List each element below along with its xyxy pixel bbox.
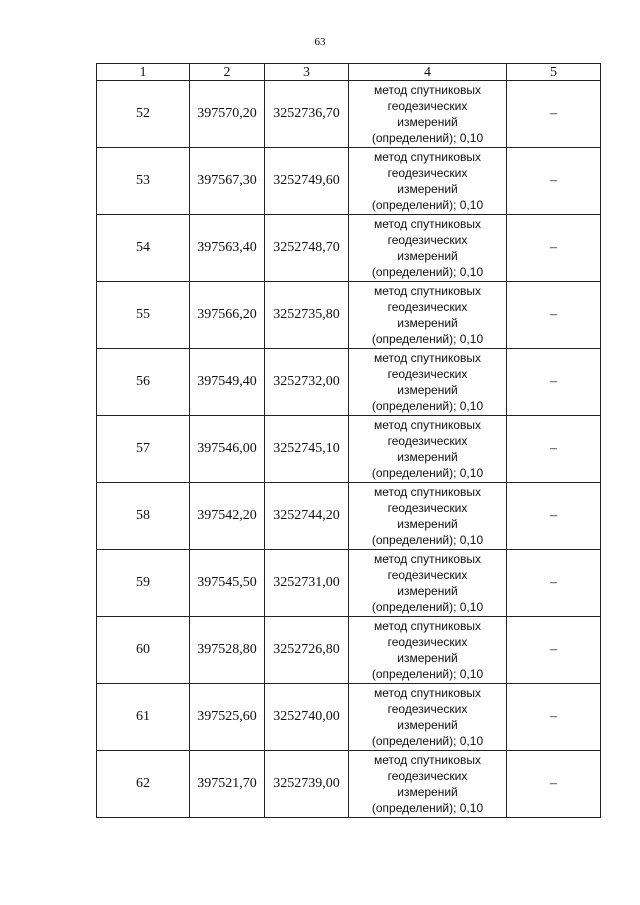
method-description [349, 282, 507, 349]
table-row [97, 282, 601, 349]
table-row [97, 751, 601, 818]
method-line: измерений [397, 249, 458, 263]
coordinate-y: 3252745,10 [265, 416, 349, 483]
page-number: 63 [314, 36, 326, 48]
coordinate-x: 397549,40 [190, 349, 265, 416]
note-dash: – [507, 148, 601, 215]
table-row [97, 81, 601, 148]
coordinate-x: 397542,20 [190, 483, 265, 550]
table-row [97, 148, 601, 215]
note-dash: – [507, 282, 601, 349]
coordinate-y: 3252740,00 [265, 684, 349, 751]
method-line: метод спутниковых [373, 351, 481, 365]
note-dash: – [507, 416, 601, 483]
coordinate-y: 3252739,00 [265, 751, 349, 818]
method-line: (определений); 0,10 [371, 533, 484, 547]
note-dash: – [507, 617, 601, 684]
header-col-5: 5 [507, 64, 601, 81]
coordinate-y: 3252732,00 [265, 349, 349, 416]
coordinate-y: 3252749,60 [265, 148, 349, 215]
point-number: 52 [97, 81, 190, 148]
table-row [97, 550, 601, 617]
method-line: измерений [397, 115, 458, 129]
method-line: метод спутниковых [373, 418, 481, 432]
method-line: метод спутниковых [373, 753, 481, 767]
method-line: геодезических [387, 99, 468, 113]
method-line: метод спутниковых [373, 150, 481, 164]
method-line: измерений [397, 316, 458, 330]
method-line: (определений); 0,10 [371, 198, 484, 212]
point-number: 62 [97, 751, 190, 818]
coordinate-x: 397521,70 [190, 751, 265, 818]
method-description [349, 751, 507, 818]
header-col-3: 3 [265, 64, 349, 81]
method-line: геодезических [387, 300, 468, 314]
table-row [97, 483, 601, 550]
method-description [349, 148, 507, 215]
method-description [349, 550, 507, 617]
point-number: 58 [97, 483, 190, 550]
table-row [97, 684, 601, 751]
method-description [349, 617, 507, 684]
method-description [349, 349, 507, 416]
method-line: геодезических [387, 635, 468, 649]
coordinates-table [96, 63, 601, 818]
method-line: измерений [397, 383, 458, 397]
method-line: (определений); 0,10 [371, 801, 484, 815]
note-dash: – [507, 81, 601, 148]
method-line: измерений [397, 584, 458, 598]
method-description [349, 215, 507, 282]
point-number: 53 [97, 148, 190, 215]
method-line: геодезических [387, 702, 468, 716]
point-number: 59 [97, 550, 190, 617]
table-header-row [97, 64, 601, 81]
header-col-1: 1 [97, 64, 190, 81]
method-line: геодезических [387, 434, 468, 448]
method-line: (определений); 0,10 [371, 667, 484, 681]
method-line: метод спутниковых [373, 686, 481, 700]
coordinate-x: 397566,20 [190, 282, 265, 349]
note-dash: – [507, 215, 601, 282]
method-line: (определений); 0,10 [371, 600, 484, 614]
coordinate-x: 397570,20 [190, 81, 265, 148]
method-line: (определений); 0,10 [371, 332, 484, 346]
coordinate-y: 3252731,00 [265, 550, 349, 617]
method-line: измерений [397, 785, 458, 799]
point-number: 54 [97, 215, 190, 282]
coordinate-x: 397525,60 [190, 684, 265, 751]
note-dash: – [507, 483, 601, 550]
coordinate-y: 3252744,20 [265, 483, 349, 550]
point-number: 57 [97, 416, 190, 483]
method-description [349, 416, 507, 483]
note-dash: – [507, 684, 601, 751]
method-line: метод спутниковых [373, 217, 481, 231]
method-line: метод спутниковых [373, 619, 481, 633]
method-line: геодезических [387, 568, 468, 582]
note-dash: – [507, 550, 601, 617]
method-line: (определений); 0,10 [371, 131, 484, 145]
note-dash: – [507, 349, 601, 416]
method-line: геодезических [387, 367, 468, 381]
method-line: измерений [397, 450, 458, 464]
method-description [349, 483, 507, 550]
method-description [349, 81, 507, 148]
coordinate-y: 3252735,80 [265, 282, 349, 349]
note-dash: – [507, 751, 601, 818]
coordinate-x: 397545,50 [190, 550, 265, 617]
point-number: 56 [97, 349, 190, 416]
method-line: (определений); 0,10 [371, 399, 484, 413]
method-line: (определений); 0,10 [371, 265, 484, 279]
coordinate-y: 3252748,70 [265, 215, 349, 282]
coordinate-x: 397528,80 [190, 617, 265, 684]
method-line: измерений [397, 517, 458, 531]
table-row [97, 617, 601, 684]
method-line: геодезических [387, 233, 468, 247]
method-line: (определений); 0,10 [371, 466, 484, 480]
header-col-4: 4 [349, 64, 507, 81]
coordinate-x: 397546,00 [190, 416, 265, 483]
method-line: метод спутниковых [373, 485, 481, 499]
table-row [97, 416, 601, 483]
coordinate-x: 397567,30 [190, 148, 265, 215]
table-row [97, 349, 601, 416]
point-number: 61 [97, 684, 190, 751]
method-line: геодезических [387, 769, 468, 783]
point-number: 60 [97, 617, 190, 684]
table-row [97, 215, 601, 282]
method-line: измерений [397, 718, 458, 732]
method-line: геодезических [387, 501, 468, 515]
method-line: метод спутниковых [373, 552, 481, 566]
method-line: метод спутниковых [373, 83, 481, 97]
coordinate-x: 397563,40 [190, 215, 265, 282]
method-line: метод спутниковых [373, 284, 481, 298]
coordinate-y: 3252736,70 [265, 81, 349, 148]
coordinate-y: 3252726,80 [265, 617, 349, 684]
point-number: 55 [97, 282, 190, 349]
method-line: геодезических [387, 166, 468, 180]
method-line: (определений); 0,10 [371, 734, 484, 748]
header-col-2: 2 [190, 64, 265, 81]
method-line: измерений [397, 651, 458, 665]
method-line: измерений [397, 182, 458, 196]
method-description [349, 684, 507, 751]
